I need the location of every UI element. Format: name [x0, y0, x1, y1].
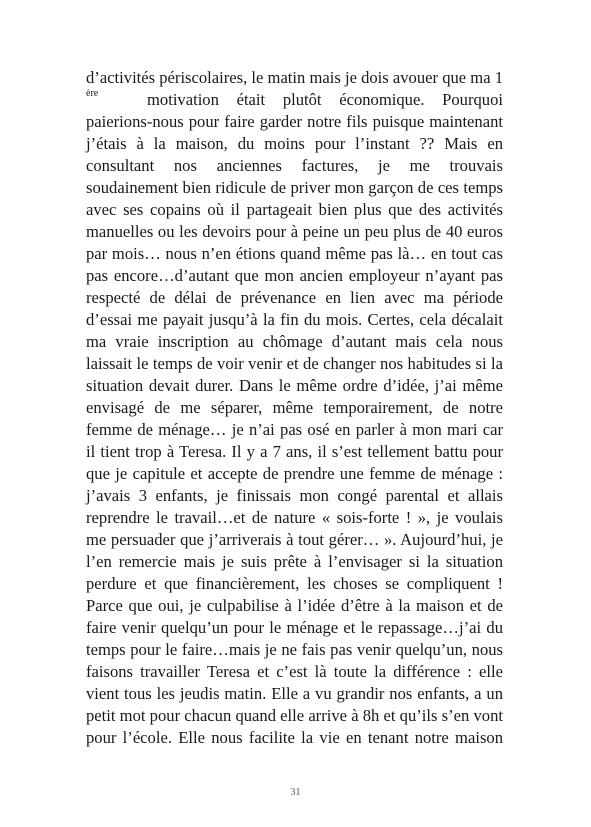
text-line: me persuader que j’arriverais à tout gérer… ». Aujourd’hui, je: [86, 530, 503, 549]
text-line: pas encore…d’autant que mon ancien employeur n’ayant pas: [86, 266, 503, 285]
text-line: [86, 89, 503, 111]
text-line: j’étais à la maison, du moins pour l’instant ?? Mais en: [86, 134, 503, 153]
text-line: avec ses copains où il partageait bien plus que des activités: [86, 200, 503, 219]
text-line: pour l’école. Elle nous facilite la vie en tenant notre maison: [86, 728, 503, 747]
text-line: respecté de délai de prévenance en lien avec ma période: [86, 288, 503, 307]
body-text: [86, 67, 503, 749]
text-line: petit mot pour chacun quand elle arrive à 8h et qu’ils s’en vont: [86, 706, 503, 725]
text-line: par mois… nous n’en étions quand même pas là… en tout cas: [86, 244, 503, 263]
text-line: temps pour le faire…mais je ne fais pas venir quelqu’un, nous: [86, 640, 503, 659]
text-line: Parce que oui, je culpabilise à l’idée d’être à la maison et de: [86, 596, 503, 615]
text-line: il tient trop à Teresa. Il y a 7 ans, il s’est tellement battu pour: [86, 442, 503, 461]
text-line: j’avais 3 enfants, je finissais mon congé parental et allais: [86, 486, 503, 505]
text-line: situation devait durer. Dans le même ordre d’idée, j’ai même: [86, 376, 503, 395]
text-line: laissait le temps de voir venir et de changer nos habitudes si la: [86, 354, 503, 373]
text-line: femme de ménage… je n’ai pas osé en parler à mon mari car: [86, 420, 503, 439]
text-line: reprendre le travail…et de nature « sois-forte ! », je voulais: [86, 508, 503, 527]
page-number: 31: [290, 787, 301, 798]
superscript: ère: [86, 88, 99, 99]
text-line: manuelles ou les devoirs pour à peine un peu plus de 40 euros: [86, 222, 503, 241]
text-line: envisagé de me séparer, même temporairement, de notre: [86, 398, 503, 417]
text-line: vient tous les jeudis matin. Elle a vu grandir nos enfants, a un: [86, 684, 503, 703]
text-line-content: motivation était plutôt économique. Pourquoi: [147, 90, 503, 109]
text-line: perdure et que financièrement, les choses se compliquent !: [86, 574, 503, 593]
text-line: ma vraie inscription au chômage d’autant mais cela nous: [86, 332, 503, 351]
text-line: d’activités périscolaires, le matin mais je dois avouer que ma 1: [86, 68, 504, 87]
text-line: consultant nos anciennes factures, je me trouvais: [86, 156, 503, 175]
text-line: l’en remercie mais je suis prête à l’envisager si la situation: [86, 552, 503, 571]
text-line: paierions-nous pour faire garder notre fils puisque maintenant: [86, 112, 503, 131]
text-line: faisons travailler Teresa et c’est là toute la différence : elle: [86, 662, 503, 681]
text-line: faire venir quelqu’un pour le ménage et le repassage…j’ai du: [86, 618, 503, 637]
text-line: que je capitule et accepte de prendre une femme de ménage :: [86, 464, 503, 483]
text-line: d’essai me payait jusqu’à la fin du mois. Certes, cela décalait: [86, 310, 503, 329]
text-line: soudainement bien ridicule de priver mon garçon de ces temps: [86, 178, 503, 197]
